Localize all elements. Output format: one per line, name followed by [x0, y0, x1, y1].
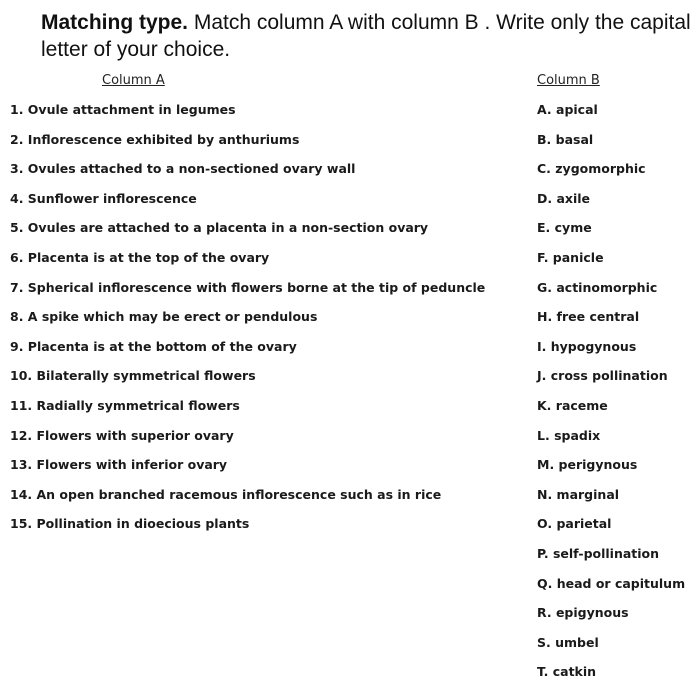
column-a-item: 2. Inflorescence exhibited by anthuriums: [10, 131, 300, 147]
instructions-title: Matching type.: [41, 11, 189, 34]
column-a-item: 15. Pollination in dioecious plants: [10, 516, 250, 532]
column-b-item: T. catkin: [537, 664, 597, 680]
column-b-item: N. marginal: [537, 486, 620, 502]
column-a-header: Column A: [102, 73, 165, 88]
column-a-item: 5. Ovules are attached to a placenta in a non-section ovary: [10, 220, 429, 236]
column-b-item: G. actinomorphic: [537, 279, 658, 295]
column-b-header: Column B: [537, 73, 600, 88]
column-a-item: 13. Flowers with inferior ovary: [10, 457, 228, 473]
column-b-item: A. apical: [537, 102, 598, 117]
column-b-item: J. cross pollination: [537, 368, 668, 384]
column-b-list: [537, 102, 685, 694]
column-b-item: O. parietal: [537, 516, 612, 532]
column-b-item: I. hypogynous: [537, 338, 637, 354]
column-a-item: 6. Placenta is at the top of the ovary: [10, 249, 270, 265]
column-a-item: 14. An open branched racemous inflorescence such as in rice: [10, 486, 442, 502]
column-b-item: C. zygomorphic: [537, 161, 646, 177]
instructions-body: Match column A with column B . Write only the capital letter of your choice.: [41, 11, 691, 61]
column-b-item: B. basal: [537, 131, 594, 147]
column-b-item: D. axile: [537, 190, 591, 206]
column-b-item: Q. head or capitulum: [537, 575, 686, 591]
column-a-item: 8. A spike which may be erect or pendulous: [10, 309, 318, 325]
column-a-item: 12. Flowers with superior ovary: [10, 427, 234, 443]
column-b-item: P. self-pollination: [537, 545, 660, 561]
column-a-item: 3. Ovules attached to a non-sectioned ovary wall: [10, 161, 356, 177]
column-a-item: 10. Bilaterally symmetrical flowers: [10, 368, 256, 384]
column-b-item: K. raceme: [537, 397, 608, 413]
column-b-item: M. perigynous: [537, 457, 638, 473]
instructions: [41, 9, 691, 63]
column-b-item: R. epigynous: [537, 605, 629, 621]
column-a-item: 4. Sunflower inflorescence: [10, 190, 197, 206]
column-a-list: [10, 102, 485, 546]
column-b-item: S. umbel: [537, 634, 599, 650]
column-a-item: 1. Ovule attachment in legumes: [10, 102, 236, 117]
column-a-item: 11. Radially symmetrical flowers: [10, 397, 240, 413]
column-a-item: 9. Placenta is at the bottom of the ovary: [10, 338, 297, 354]
column-b-item: F. panicle: [537, 249, 604, 265]
column-a-item: 7. Spherical inflorescence with flowers borne at the tip of peduncle: [10, 279, 486, 295]
column-b-item: H. free central: [537, 309, 640, 325]
column-b-item: E. cyme: [537, 220, 592, 236]
column-b-item: L. spadix: [537, 427, 601, 443]
